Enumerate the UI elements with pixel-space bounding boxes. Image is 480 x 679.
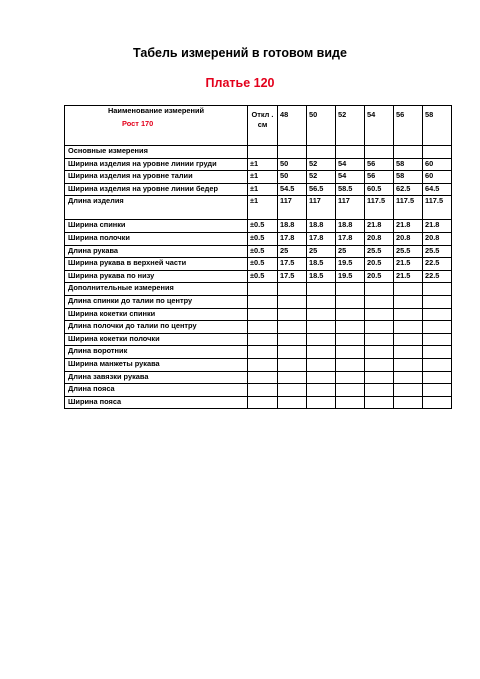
- measurement-name: Длина завязки рукава: [65, 371, 248, 384]
- size-value-cell: 117.5: [365, 196, 394, 220]
- size-value-cell: 17.8: [336, 232, 365, 245]
- size-value-cell: [278, 295, 307, 308]
- table-row: [65, 196, 452, 220]
- size-value-cell: 52: [307, 158, 336, 171]
- measurement-name: Ширина изделия на уровне линии груди: [65, 158, 248, 171]
- size-value-cell: 62.5: [394, 183, 423, 196]
- tolerance-cell: [248, 146, 278, 159]
- measurement-name: Ширина изделия на уровне линии бедер: [65, 183, 248, 196]
- size-value-cell: [394, 333, 423, 346]
- tolerance-cell: ±1: [248, 183, 278, 196]
- tolerance-cell: ±0.5: [248, 220, 278, 233]
- size-value-cell: [365, 358, 394, 371]
- measurement-name: Ширина рукава по низу: [65, 270, 248, 283]
- size-value-cell: 117.5: [394, 196, 423, 220]
- tolerance-cell: [248, 346, 278, 359]
- measurement-name: Длина изделия: [65, 196, 248, 220]
- size-value-cell: 18.8: [336, 220, 365, 233]
- size-value-cell: [336, 384, 365, 397]
- size-value-cell: [394, 396, 423, 409]
- size-value-cell: 20.8: [365, 232, 394, 245]
- size-value-cell: [336, 295, 365, 308]
- tolerance-cell: [248, 333, 278, 346]
- size-value-cell: [365, 321, 394, 334]
- tolerance-cell: ±1: [248, 196, 278, 220]
- size-value-cell: [365, 146, 394, 159]
- size-value-cell: [278, 384, 307, 397]
- measurement-name: Длина пояса: [65, 384, 248, 397]
- size-value-cell: [307, 146, 336, 159]
- table-row: [65, 146, 452, 159]
- size-value-cell: [365, 283, 394, 296]
- size-value-cell: 25: [336, 245, 365, 258]
- table-row: [65, 158, 452, 171]
- size-value-cell: [394, 358, 423, 371]
- size-value-cell: [423, 396, 452, 409]
- size-value-cell: [336, 146, 365, 159]
- size-value-cell: [423, 295, 452, 308]
- size-value-cell: [307, 321, 336, 334]
- size-value-cell: [394, 321, 423, 334]
- size-value-cell: 50: [278, 171, 307, 184]
- measurement-name: Ширина пояса: [65, 396, 248, 409]
- size-value-cell: [394, 308, 423, 321]
- size-value-cell: 117: [307, 196, 336, 220]
- header-size-58: 58: [423, 106, 452, 146]
- document-title: Табель измерений в готовом виде: [133, 46, 347, 60]
- size-value-cell: 22.5: [423, 258, 452, 271]
- size-value-cell: [423, 358, 452, 371]
- size-value-cell: 22.5: [423, 270, 452, 283]
- size-value-cell: 19.5: [336, 258, 365, 271]
- size-value-cell: 117: [278, 196, 307, 220]
- size-value-cell: [336, 358, 365, 371]
- size-value-cell: 60.5: [365, 183, 394, 196]
- size-value-cell: [423, 283, 452, 296]
- tolerance-cell: ±0.5: [248, 270, 278, 283]
- size-value-cell: [365, 295, 394, 308]
- size-value-cell: [423, 346, 452, 359]
- tolerance-cell: [248, 321, 278, 334]
- size-value-cell: 20.5: [365, 270, 394, 283]
- size-value-cell: 58: [394, 171, 423, 184]
- size-value-cell: [307, 283, 336, 296]
- measurement-name: Дополнительные измерения: [65, 283, 248, 296]
- size-value-cell: 56: [365, 158, 394, 171]
- tolerance-cell: [248, 384, 278, 397]
- size-value-cell: [423, 371, 452, 384]
- size-value-cell: [423, 333, 452, 346]
- tolerance-cell: ±0.5: [248, 232, 278, 245]
- size-value-cell: [278, 346, 307, 359]
- size-value-cell: 20.8: [394, 232, 423, 245]
- size-value-cell: [394, 384, 423, 397]
- size-value-cell: [394, 295, 423, 308]
- size-value-cell: 52: [307, 171, 336, 184]
- size-value-cell: [278, 321, 307, 334]
- size-value-cell: [394, 146, 423, 159]
- measurement-name: Ширина манжеты рукава: [65, 358, 248, 371]
- header-height-label: Рост 170: [122, 119, 154, 128]
- table-row: [65, 371, 452, 384]
- table-row: [65, 183, 452, 196]
- size-value-cell: [307, 384, 336, 397]
- measurement-name: Длина спинки до талии по центру: [65, 295, 248, 308]
- measurement-name: Длина воротник: [65, 346, 248, 359]
- size-value-cell: [423, 321, 452, 334]
- size-value-cell: 58: [394, 158, 423, 171]
- size-value-cell: 21.5: [394, 258, 423, 271]
- table-row: [65, 384, 452, 397]
- measurement-name: Длина полочки до талии по центру: [65, 321, 248, 334]
- header-size-52: 52: [336, 106, 365, 146]
- size-value-cell: 25: [307, 245, 336, 258]
- size-value-cell: 20.5: [365, 258, 394, 271]
- size-value-cell: 21.8: [394, 220, 423, 233]
- size-value-cell: [336, 321, 365, 334]
- header-size-56: 56: [394, 106, 423, 146]
- measurement-name: Длина рукава: [65, 245, 248, 258]
- size-value-cell: [307, 346, 336, 359]
- table-row: [65, 333, 452, 346]
- size-value-cell: 54: [336, 171, 365, 184]
- size-value-cell: [365, 346, 394, 359]
- size-value-cell: 117.5: [423, 196, 452, 220]
- size-value-cell: [365, 333, 394, 346]
- size-value-cell: [336, 346, 365, 359]
- size-value-cell: [365, 308, 394, 321]
- tolerance-cell: ±1: [248, 171, 278, 184]
- size-value-cell: 17.8: [307, 232, 336, 245]
- measurement-name: Ширина спинки: [65, 220, 248, 233]
- size-value-cell: 25.5: [423, 245, 452, 258]
- size-value-cell: 56.5: [307, 183, 336, 196]
- size-value-cell: 18.8: [307, 220, 336, 233]
- size-value-cell: [423, 146, 452, 159]
- size-value-cell: [307, 358, 336, 371]
- tolerance-cell: [248, 371, 278, 384]
- size-value-cell: 58.5: [336, 183, 365, 196]
- size-value-cell: [365, 371, 394, 384]
- size-value-cell: 17.8: [278, 232, 307, 245]
- size-value-cell: 60: [423, 158, 452, 171]
- size-value-cell: [307, 396, 336, 409]
- table-row: [65, 396, 452, 409]
- table-row: [65, 270, 452, 283]
- header-size-48: 48: [278, 106, 307, 146]
- measurement-name: Основные измерения: [65, 146, 248, 159]
- size-value-cell: [278, 371, 307, 384]
- size-value-cell: 64.5: [423, 183, 452, 196]
- size-value-cell: 56: [365, 171, 394, 184]
- size-value-cell: [336, 396, 365, 409]
- table-row: [65, 346, 452, 359]
- size-value-cell: [365, 384, 394, 397]
- size-value-cell: [336, 333, 365, 346]
- size-value-cell: [394, 371, 423, 384]
- header-name-label: Наименование измерений: [107, 106, 205, 115]
- size-value-cell: [365, 396, 394, 409]
- size-value-cell: [307, 371, 336, 384]
- size-value-cell: 21.8: [423, 220, 452, 233]
- size-value-cell: [307, 295, 336, 308]
- size-value-cell: 17.5: [278, 270, 307, 283]
- size-value-cell: 21.8: [365, 220, 394, 233]
- table-row: [65, 245, 452, 258]
- tolerance-cell: ±0.5: [248, 245, 278, 258]
- garment-model-title: Платье 120: [205, 76, 275, 90]
- measurement-name: Ширина изделия на уровне талии: [65, 171, 248, 184]
- size-value-cell: 19.5: [336, 270, 365, 283]
- size-value-cell: [336, 371, 365, 384]
- size-value-cell: [423, 384, 452, 397]
- size-value-cell: 18.5: [307, 270, 336, 283]
- size-value-cell: [278, 396, 307, 409]
- measurement-name: Ширина полочки: [65, 232, 248, 245]
- header-measurement-name: [65, 106, 248, 146]
- size-value-cell: 50: [278, 158, 307, 171]
- table-header-row: [65, 106, 452, 146]
- table-row: [65, 308, 452, 321]
- size-value-cell: [307, 308, 336, 321]
- size-value-cell: [278, 358, 307, 371]
- size-value-cell: [278, 308, 307, 321]
- size-value-cell: 17.5: [278, 258, 307, 271]
- table-row: [65, 283, 452, 296]
- table-row: [65, 295, 452, 308]
- size-value-cell: 117: [336, 196, 365, 220]
- size-value-cell: 18.5: [307, 258, 336, 271]
- size-value-cell: [307, 333, 336, 346]
- measurement-name: Ширина кокетки спинки: [65, 308, 248, 321]
- header-tolerance: Откл . см: [248, 106, 278, 146]
- table-row: [65, 220, 452, 233]
- measurements-table: [64, 105, 452, 409]
- header-size-54: 54: [365, 106, 394, 146]
- size-value-cell: 18.8: [278, 220, 307, 233]
- header-size-50: 50: [307, 106, 336, 146]
- table-row: [65, 358, 452, 371]
- size-value-cell: [278, 146, 307, 159]
- table-row: [65, 321, 452, 334]
- table-row: [65, 258, 452, 271]
- size-value-cell: [278, 333, 307, 346]
- tolerance-cell: [248, 295, 278, 308]
- size-value-cell: [336, 308, 365, 321]
- measurement-name: Ширина кокетки полочки: [65, 333, 248, 346]
- size-value-cell: [336, 283, 365, 296]
- tolerance-cell: [248, 308, 278, 321]
- size-value-cell: 54.5: [278, 183, 307, 196]
- size-value-cell: [278, 283, 307, 296]
- size-value-cell: [394, 346, 423, 359]
- size-value-cell: [394, 283, 423, 296]
- measurement-name: Ширина рукава в верхней части: [65, 258, 248, 271]
- tolerance-cell: ±1: [248, 158, 278, 171]
- table-row: [65, 232, 452, 245]
- tolerance-cell: [248, 396, 278, 409]
- size-value-cell: 21.5: [394, 270, 423, 283]
- size-value-cell: 25.5: [365, 245, 394, 258]
- size-value-cell: 20.8: [423, 232, 452, 245]
- size-value-cell: 25: [278, 245, 307, 258]
- tolerance-cell: [248, 283, 278, 296]
- tolerance-cell: ±0.5: [248, 258, 278, 271]
- table-row: [65, 171, 452, 184]
- size-value-cell: 54: [336, 158, 365, 171]
- size-value-cell: 60: [423, 171, 452, 184]
- size-value-cell: [423, 308, 452, 321]
- tolerance-cell: [248, 358, 278, 371]
- size-value-cell: 25.5: [394, 245, 423, 258]
